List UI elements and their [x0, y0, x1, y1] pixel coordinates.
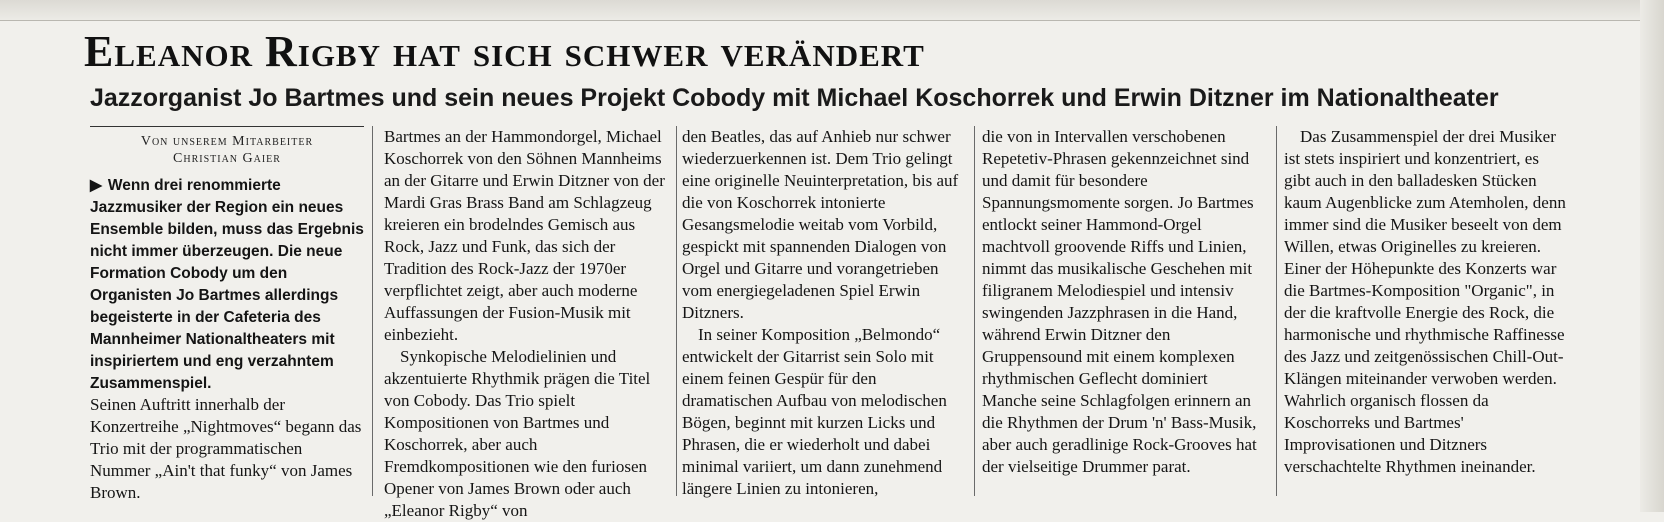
column-1-body: Seinen Auftritt innerhalb der Konzertreihe „Nightmoves“ begann das Trio mit der programmatischen Nummer „Ain't that funky“ von James Brown. [90, 395, 362, 502]
column-rule [1276, 126, 1277, 496]
page-edge-shadow [1640, 0, 1664, 512]
byline-author: Christian Gaier [173, 151, 281, 166]
column-3-paragraph: In seiner Komposition „Belmondo“ entwickelt der Gitarrist sein Solo mit einem feinen Gespür für den dramatischen Aufbau von melodischen Bögen, beginnt mit kurzen Licks und Phrasen, die er wiederholt und dabei minimal variiert, um dann zunehmend längere Linien zu intonieren, [682, 325, 947, 498]
column-3 [682, 126, 966, 496]
column-2-paragraph: Synkopische Melodielinien und akzentuierte Rhythmik prägen die Titel von Cobody. Das Trio spielt Kompositionen von Bartmes und Koschorrek, aber auch Fremdkompositionen wie den furiosen Opener von James Brown oder auch „Eleanor Rigby“ von [384, 347, 651, 520]
column-2-paragraph: Bartmes an der Hammondorgel, Michael Koschorrek von den Söhnen Mannheims an der Gitarre und Erwin Ditzner von der Mardi Gras Brass Band am Schlagzeug kreieren ein brodelndes Gemisch aus Rock, Jazz und Funk, das sich der Tradition des Rock-Jazz der 1970er verpflichtet zeigt, aber auch moderne Auffassungen der Fusion-Musik mit einbezieht. [384, 127, 665, 344]
play-arrow-icon: ▶ [90, 177, 102, 194]
lead-text: Wenn drei renommierte Jazzmusiker der Region ein neues Ensemble bilden, muss das Ergebnis nicht immer überzeugen. Die neue Formation Cobody um den Organisten Jo Bartmes allerdings begeisterte in der Cafeteria des Mannheimer Nationaltheaters mit inspiriertem und eng verzahntem Zusammenspiel. [90, 177, 364, 392]
column-rule [372, 126, 373, 496]
newspaper-article [84, 20, 1632, 520]
lead-paragraph [90, 175, 364, 395]
byline [90, 126, 364, 167]
headline: Eleanor Rigby hat sich schwer verändert [84, 27, 925, 76]
adjacent-article-bleed [0, 0, 1664, 21]
column-rule [676, 126, 677, 496]
column-4 [982, 126, 1266, 496]
column-4-paragraph: die von in Intervallen verschobenen Repetetiv-Phrasen gekennzeichnet sind und damit für besondere Spannungsmomente sorgen. Jo Bartmes entlockt seiner Hammond-Orgel machtvoll groovende Riffs und Linien, nimmt das musikalische Geschehen mit filigranem Melodiespiel und intensiv swingenden Jazzphrasen in die Hand, während Erwin Ditzner den Gruppensound mit einem komplexen rhythmischen Geflecht dominiert Manche seine Schlagfolgen erinnern an die Rhythmen der Drum 'n' Bass-Musik, aber auch geradlinige Rock-Grooves hat der vielseitige Drummer parat. [982, 127, 1257, 476]
byline-role: Von unserem Mitarbeiter [140, 134, 314, 149]
column-2 [384, 126, 668, 520]
column-5-paragraph: Das Zusammenspiel der drei Musiker ist stets inspiriert und konzentriert, es gibt auch in den balladesken Stücken kaum Augenblicke zum Atemholen, denn immer sind die Musiker beseelt von dem Willen, etwas Originelles zu kreieren. Einer der Höhepunkte des Konzerts war die Bartmes-Komposition "Organic", in der die kraftvolle Energie des Rock, die harmonische und rhythmische Raffinesse des Jazz und zeitgenössischen Chill-Out-Klängen miteinander verwoben werden. Wahrlich organisch flossen da Koschorreks und Bartmes' Improvisationen und Ditzners verschachtelte Rhythmen ineinander. [1284, 127, 1566, 476]
column-rule [974, 126, 975, 496]
column-3-paragraph: den Beatles, das auf Anhieb nur schwer wiederzuerkennen ist. Dem Trio gelingt eine originelle Neuinterpretation, bis auf die von Koschorrek intonierte Gesangsmelodie weitab vom Vorbild, gespickt mit spannenden Dialogen von Orgel und Gitarre und vorangetrieben vom energiegeladenen Spiel Erwin Ditzners. [682, 127, 959, 322]
column-5 [1284, 126, 1568, 496]
subheadline: Jazzorganist Jo Bartmes und sein neues Projekt Cobody mit Michael Koschorrek und Erwin Ditzner im Nationaltheater [90, 84, 1499, 112]
